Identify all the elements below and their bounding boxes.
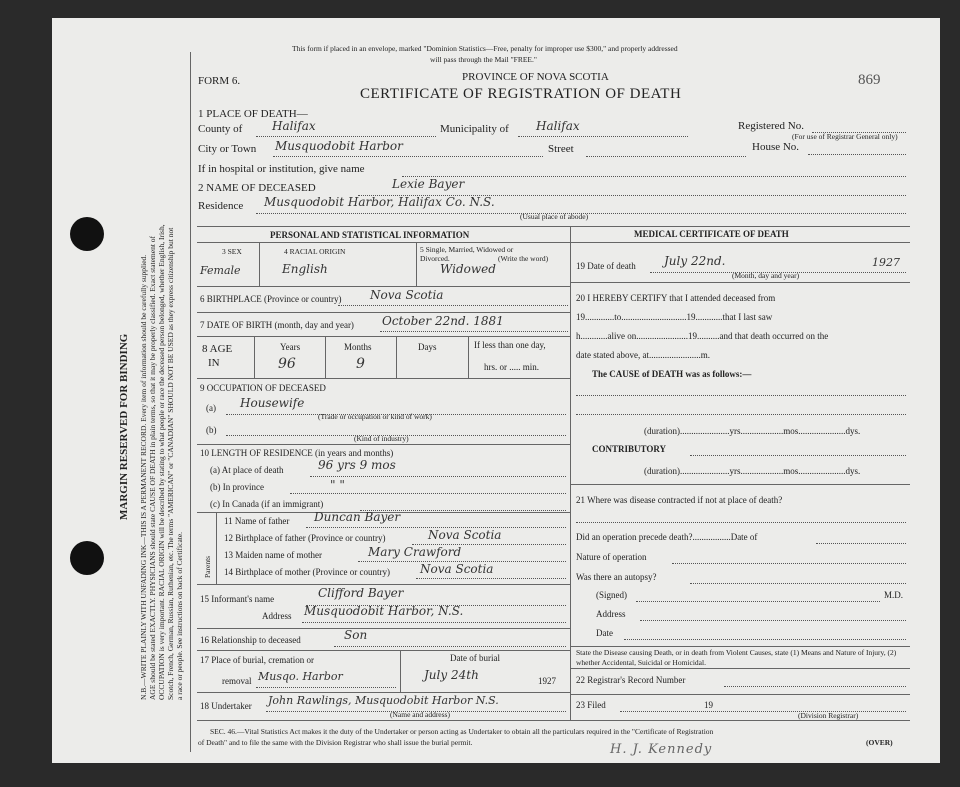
sex-label: 3 SEX [222,247,242,256]
informant-address-value: Musquodobit Harbor, N.S. [304,604,464,618]
burial-place-value: Musqo. Harbor [258,670,343,683]
burial-year-value: 1927 [538,676,556,686]
margin-instruction-4: Scotch, French, German, Russian, Ruthenian, etc. The terms "AMERICAN" or "CANADIAN" SHOULD NOT BE USED as they express citizenship but not [166,227,175,700]
hospital-label: If in hospital or institution, give name [198,163,365,175]
municipality-label: Municipality of [440,123,509,135]
binding-hole-bottom [70,541,104,575]
personal-heading: PERSONAL AND STATISTICAL INFORMATION [270,230,470,240]
sec-text-2: of Death" and to file the same with the Division Registrar who shall issue the burial permit. [198,738,473,747]
years-label: Years [280,342,301,352]
residence-note: (Usual place of abode) [520,212,589,221]
marital-label-1: 5 Single, Married, Widowed or [420,245,514,254]
division-registrar-note: (Division Registrar) [798,711,859,720]
marital-value: Widowed [440,262,496,276]
form-number: FORM 6. [198,75,241,87]
medical-heading: MEDICAL CERTIFICATE OF DEATH [634,229,789,239]
occupation-a-note: (Trade or occupation or kind of work) [318,412,432,421]
death-date-label: 19 Date of death [576,261,636,271]
dob-label: 7 DATE OF BIRTH (month, day and year) [200,320,354,330]
burial-label-1: 17 Place of burial, cremation or [200,655,314,665]
informant-value: Clifford Bayer [318,586,404,600]
registered-label: Registered No. [738,120,804,132]
occupation-b-note: (Kind of industry) [354,434,409,443]
signed-label: (Signed) [596,590,627,600]
marital-label-2: Divorced. [420,254,450,263]
municipality-value: Halifax [536,119,580,133]
race-value: English [282,262,328,276]
residence-b-label: (b) In province [210,482,264,492]
undertaker-value: John Rawlings, Musquodobit Harbor N.S. [268,694,499,707]
occupation-b: (b) [206,425,217,435]
nature-label: Nature of operation [576,552,647,562]
father-label: 11 Name of father [224,516,290,526]
residence-a-label: (a) At place of death [210,465,284,475]
death-date-note: (Month, day and year) [732,271,800,280]
mother-value: Mary Crawford [368,545,462,559]
certify-line-3: h............alive on.......................19..........and that death occurred on the [576,331,829,341]
less-than-day-label: If less than one day, [474,340,546,350]
address-label: Address [596,609,626,619]
contributory-label: CONTRIBUTORY [592,444,667,454]
burial-label-2: removal [222,676,252,686]
street-label: Street [548,143,574,155]
city-value: Musquodobit Harbor [275,139,403,153]
margin-instruction-3: OCCUPATION is very important. RACIAL ORIGIN will be described by stating to what people or race the deceased person belonged, whether English, Irish, [157,224,166,700]
residence-label: Residence [198,200,244,212]
age-label-1: 8 AGE [202,343,233,355]
margin-instruction-2: AGE should be stated EXACTLY. PHYSICIANS should state CAUSE OF DEATH in plain terms, so that it may be properly classified. Exact statement of [148,235,157,700]
age-years-value: 96 [278,356,296,372]
residence-a-value: 96 yrs 9 mos [318,458,396,472]
duration-line-2: (duration)......................yrs...................mos.....................dys. [644,466,861,476]
residence-c-label: (c) In Canada (if an immigrant) [210,499,324,509]
mail-note-1: This form if placed in an envelope, marked "Dominion Statistics—Free, penalty for improper use $300," and properly addressed [292,44,678,53]
occupation-label: 9 OCCUPATION OF DECEASED [200,383,326,393]
hrs-min-label: hrs. or ..... min. [484,362,539,372]
filed-label: 23 Filed [576,700,606,710]
name-label: 2 NAME OF DECEASED [198,182,316,194]
filed-year: 19 [704,700,713,710]
certify-line-2: 19.............to.............................19............that I last saw [576,312,773,322]
burial-date-label: Date of burial [450,653,500,663]
months-label: Months [344,342,372,352]
cause-label: The CAUSE of DEATH was as follows:— [592,369,752,379]
city-label: City or Town [198,143,257,155]
death-year-value: 1927 [872,256,900,269]
residence-value: Musquodobit Harbor, Halifax Co. N.S. [264,195,495,209]
name-value: Lexie Bayer [392,177,465,191]
operation-label: Did an operation precede death?.................Date of [576,532,758,542]
over-label: (OVER) [866,738,893,747]
margin-instruction-5: a race or people. See instructions on back of Certificate. [175,531,184,700]
informant-label: 15 Informant's name [200,594,275,604]
father-birthplace-label: 12 Birthplace of father (Province or country) [224,533,386,543]
birthplace-label: 6 BIRTHPLACE (Province or country) [200,294,342,304]
mother-birthplace-value: Nova Scotia [420,562,494,576]
contracted-label: 21 Where was disease contracted if not at place of death? [576,495,783,505]
md-label: M.D. [884,590,904,600]
section-bottom-line [197,720,910,721]
duration-line-1: (duration)......................yrs...................mos.....................dys. [644,426,861,436]
autopsy-label: Was there an autopsy? [576,572,657,582]
mother-label: 13 Maiden name of mother [224,550,322,560]
race-label: 4 RACIAL ORIGIN [284,247,346,256]
sec-text-1: SEC. 46.—Vital Statistics Act makes it the duty of the Undertaker or person acting as Undertaker to obtain all the particulars required in the "Certificate of Registration [210,727,714,736]
certificate-title: CERTIFICATE OF REGISTRATION OF DEATH [360,86,682,102]
certify-line-1: 20 I HEREBY CERTIFY that I attended deceased from [576,293,776,303]
stamp-number: 869 [858,72,881,88]
birthplace-value: Nova Scotia [370,288,444,302]
residence-length-label: 10 LENGTH OF RESIDENCE (in years and months) [200,448,394,458]
informant-address-label: Address [262,611,292,621]
undertaker-label: 18 Undertaker [200,701,252,711]
death-date-value: July 22nd. [664,254,726,268]
marital-label-3: (Write the word) [498,254,549,263]
father-value: Duncan Bayer [314,510,401,524]
sex-value: Female [200,264,241,277]
left-frame-line [190,52,191,752]
registrar-record-label: 22 Registrar's Record Number [576,675,686,685]
mail-note-2: will pass through the Mail "FREE." [430,55,537,64]
age-months-value: 9 [356,356,365,372]
parents-label: Parents [203,555,212,578]
relationship-value: Son [344,628,368,642]
father-birthplace-value: Nova Scotia [428,528,502,542]
margin-binding-label: MARGIN RESERVED FOR BINDING [118,333,130,520]
dob-value: October 22nd. 1881 [382,314,504,328]
mother-birthplace-label: 14 Birthplace of mother (Province or country) [224,567,390,577]
certify-line-4: date stated above, at.......................m. [576,350,710,360]
medical-note: State the Disease causing Death, or in death from Violent Causes, state (1) Means and Nature of Injury, (2) whether Accidental, Suicidal or Homicidal. [576,648,897,667]
age-label-2: IN [208,357,220,369]
relationship-label: 16 Relationship to deceased [200,635,301,645]
occupation-value: Housewife [240,396,305,410]
province-title: PROVINCE OF NOVA SCOTIA [462,71,609,83]
section-top-line [197,226,910,227]
burial-date-value: July 24th [424,668,479,682]
margin-instruction-1: N.B.—WRITE PLAINLY WITH UNFADING INK—THIS IS A PERMANENT RECORD. Every item of information should be carefully supplied. [139,254,148,700]
days-label: Days [418,342,437,352]
binding-hole-top [70,217,104,251]
registrar-signature: H. J. Kennedy [610,742,713,757]
place-heading: 1 PLACE OF DEATH— [198,108,308,120]
registrar-note: (For use of Registrar General only) [792,132,898,141]
house-label: House No. [752,141,800,153]
residence-b-value: " " [330,478,345,492]
county-value: Halifax [272,119,316,133]
occupation-a: (a) [206,403,216,413]
county-label: County of [198,123,243,135]
date-label: Date [596,628,613,638]
undertaker-note: (Name and address) [390,710,450,719]
